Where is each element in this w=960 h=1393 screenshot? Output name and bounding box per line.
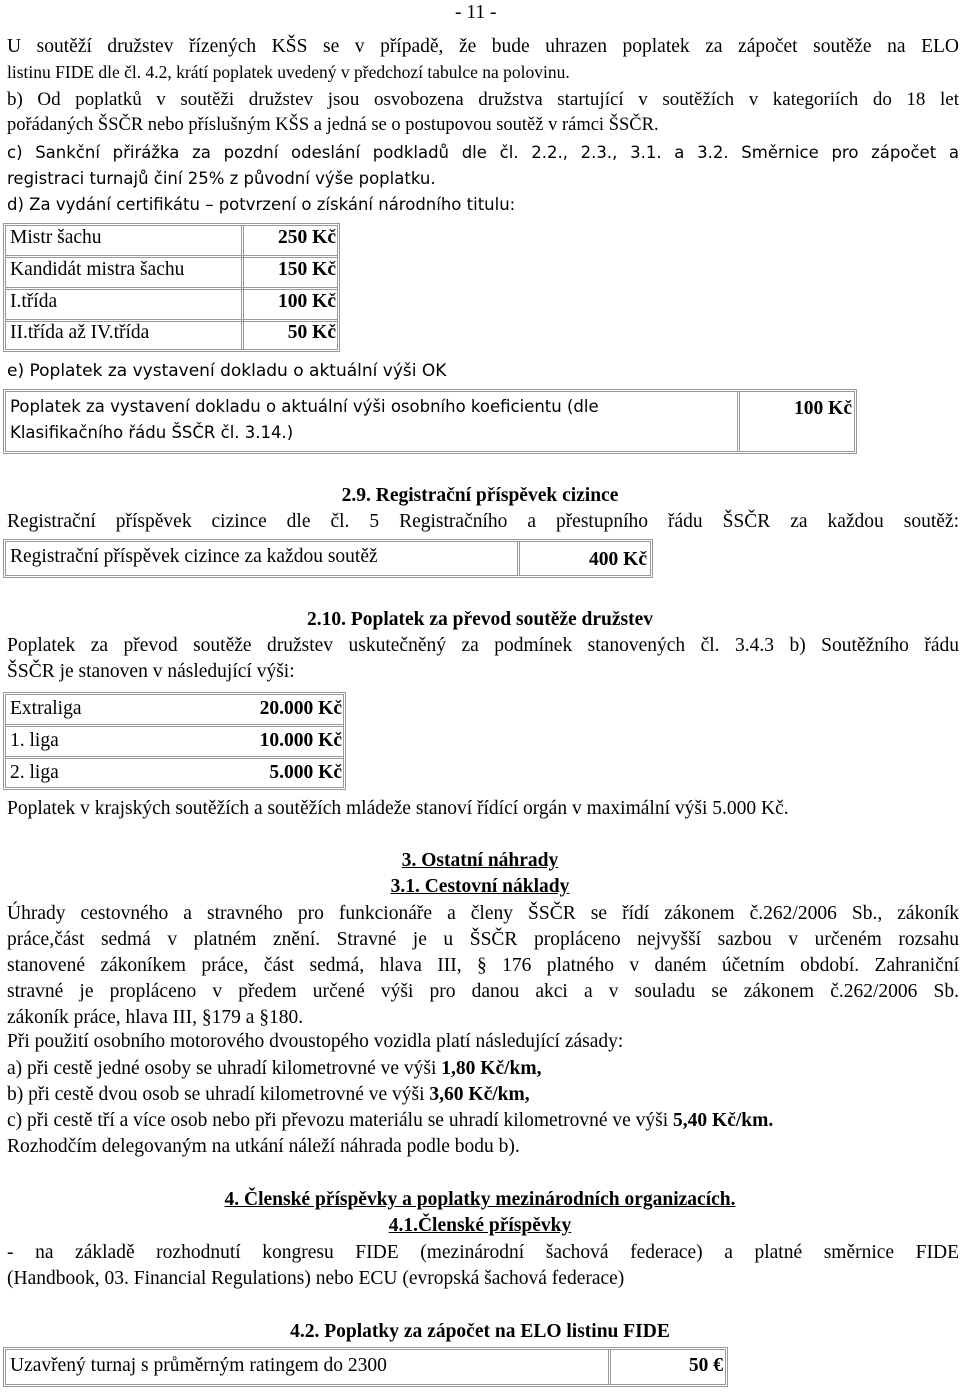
page-number: - 11 - [455, 2, 497, 23]
regional-fee-text: Poplatek v krajských soutěžích a soutěžích mládeže stanoví řídící orgán v maximální výši 5.000 Kč. [7, 798, 789, 819]
rate-a-value: 1,80 Kč/km, [441, 1058, 542, 1079]
rate-b-text: b) při cestě dvou osob se uhradí kilometrovné ve výši [7, 1084, 430, 1105]
section-4-1-line-1: - na základě rozhodnutí kongresu FIDE (mezinárodní šachová federace) a platné směrnice FIDE [7, 1242, 959, 1263]
title-fee: 150 Kč [278, 259, 336, 280]
rate-b [7, 1084, 530, 1106]
section-2-10-heading: 2.10. Poplatek za převod soutěže družstev [306, 609, 654, 630]
rate-b-value: 3,60 Kč/km, [429, 1084, 530, 1105]
section-3-heading: 3. Ostatní náhrady [401, 850, 559, 871]
travel-paragraph-line: stanovené zákoníkem práce, část sedmá, hlava III, § 176 platného v daném účetním období. Zahraniční [7, 955, 959, 976]
rate-a [7, 1058, 542, 1080]
section-2-10-line-2: ŠSČR je stanoven v následující výši: [7, 661, 295, 682]
league-fee: 5.000 Kč [269, 762, 342, 783]
league-fee: 20.000 Kč [259, 698, 342, 719]
section-3-1-heading: 3.1. Cestovní náklady [390, 876, 570, 897]
section-4-1-line-2: (Handbook, 03. Financial Regulations) nebo ECU (evropská šachová federace) [7, 1268, 625, 1289]
car-intro: Při použití osobního motorového dvoustopého vozidla platí následující zásady: [7, 1031, 624, 1052]
league-name: 1. liga [10, 730, 59, 751]
title-fee: 250 Kč [278, 227, 336, 248]
section-2-9-text: Registrační příspěvek cizince dle čl. 5 Registračního a přestupního řádu ŠSČR za každou soutěž: [7, 511, 959, 532]
rate-c-text: c) při cestě tří a více osob nebo při převozu materiálu se uhradí kilometrovné ve výši [7, 1110, 674, 1131]
league-name: 2. liga [10, 762, 59, 783]
title-name: I.třída [10, 291, 58, 312]
title-name: II.třída až IV.třída [10, 322, 150, 343]
intro-c-line-2: registraci turnajů činí 25% z původní výše poplatku. [7, 169, 436, 188]
title-fee: 50 Kč [287, 322, 336, 343]
travel-paragraph-line: Úhrady cestovného a stravného pro funkcionáře a členy ŠSČR se řídí zákonem č.262/2006 Sb., zákoník [7, 903, 959, 924]
foreigner-fee-label: Registrační příspěvek cizince za každou soutěž [10, 546, 378, 567]
title-name: Kandidát mistra šachu [10, 259, 185, 280]
rate-a-text: a) při cestě jedné osoby se uhradí kilometrovné ve výši [7, 1058, 442, 1079]
league-fee: 10.000 Kč [259, 730, 342, 751]
travel-paragraph-line: zákoník práce, hlava III, §179 a §180. [7, 1007, 304, 1028]
elo-fee-label: Uzavřený turnaj s průměrným ratingem do 2300 [10, 1355, 387, 1376]
intro-b-line-2: pořádaných ŠSČR nebo příslušným KŠS a jedná se o postupovou soutěž v rámci ŠSČR. [7, 115, 659, 135]
section-4-1-heading: 4.1.Členské příspěvky [388, 1215, 572, 1236]
referee-text: Rozhodčím delegovaným na utkání náleží náhrada podle bodu b). [7, 1136, 520, 1157]
intro-b-line-1: b) Od poplatků v soutěži družstev jsou osvobozena družstva startující v soutěžích v kategoriích do 18 let [7, 89, 959, 110]
foreigner-fee-value: 400 Kč [589, 549, 647, 570]
title-fee: 100 Kč [278, 291, 336, 312]
rate-c [7, 1110, 773, 1132]
travel-paragraph-line: práce,část sedmá v platném znění. Stravné je u ŠSČR propláceno nejvyšší sazbou v určeném rozsahu [7, 929, 959, 950]
ok-desc-line-2: Klasifikačního řádu ŠSČR čl. 3.14.) [10, 423, 294, 442]
section-4-2-heading: 4.2. Poplatky za zápočet na ELO listinu FIDE [290, 1321, 670, 1342]
title-name: Mistr šachu [10, 227, 102, 248]
ok-desc-line-1: Poplatek za vystavení dokladu o aktuální výši osobního koeficientu (dle [10, 397, 599, 416]
section-4-heading: 4. Členské příspěvky a poplatky mezinárodních organizacích. [224, 1189, 736, 1210]
travel-paragraph-line: stravné je propláceno v předem určené výši pro danou akci a v souladu se zákonem č.262/2006 Sb. [7, 981, 959, 1002]
intro-line-2: listinu FIDE dle čl. 4.2, krátí poplatek uvedený v předchozí tabulce na polovinu. [7, 62, 570, 82]
intro-line-1: U soutěží družstev řízených KŠS se v případě, že bude uhrazen poplatek za zápočet soutěže na ELO [7, 36, 959, 57]
ok-fee: 100 Kč [794, 398, 852, 419]
rate-c-value: 5,40 Kč/km. [673, 1110, 774, 1131]
intro-d-line: d) Za vydání certifikátu – potvrzení o získání národního titulu: [7, 195, 516, 214]
section-2-10-line-1: Poplatek za převod soutěže družstev uskutečněný za podmínek stanovených čl. 3.4.3 b) Soutěžního řádu [7, 635, 959, 656]
intro-c-line-1: c) Sankční přirážka za pozdní odeslání podkladů dle čl. 2.2., 2.3., 3.1. a 3.2. Směrnice pro zápočet a [7, 143, 959, 162]
elo-fee-value: 50 € [688, 1355, 723, 1376]
league-name: Extraliga [10, 698, 82, 719]
section-2-9-heading: 2.9. Registrační příspěvek cizince [341, 485, 619, 506]
e-line: e) Poplatek za vystavení dokladu o aktuální výši OK [7, 361, 447, 381]
